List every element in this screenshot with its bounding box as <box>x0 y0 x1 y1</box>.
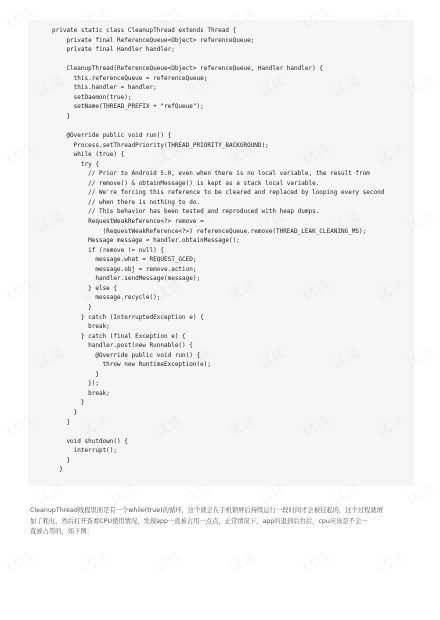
watermark-text <box>225 546 259 577</box>
paragraph-line: 加了耗电，然后打开查看CPU使用情况，发现app一直被占用一点点，正常情况下，app的退到后台后，cpu应该是不会一 <box>30 517 368 525</box>
code-line: Process.setThreadPriority(THREAD_PRIORITY_BACKGROUND); <box>52 141 269 149</box>
code-line: } <box>52 112 71 120</box>
code-line: break; <box>52 389 110 397</box>
code-line: while (true) { <box>52 151 125 159</box>
code-line: handler.post(new Runnable() { <box>52 342 193 350</box>
code-line: message.recycle(); <box>52 294 161 302</box>
code-line: setName(THREAD_PREFIX + "refQueue"); <box>52 103 204 111</box>
code-line: private final ReferenceQueue<Object> referenceQueue; <box>52 36 255 44</box>
code-line: if (remove != null) { <box>52 246 164 254</box>
code-line: this.handler = handler; <box>52 84 157 92</box>
code-line: } <box>52 418 71 426</box>
code-line: void shutdown() { <box>52 437 128 445</box>
code-block <box>28 20 414 486</box>
code-line: this.referenceQueue = referenceQueue; <box>52 74 208 82</box>
code-line: } <box>52 303 92 311</box>
code-line: } <box>52 399 85 407</box>
code-line: setDaemon(true); <box>52 93 132 101</box>
code-line: private static class CleanupThread extends Thread { <box>52 27 237 34</box>
code-line: @Override public void run() { <box>52 132 172 140</box>
watermark-text <box>151 546 185 577</box>
code-line: private final Handler handler; <box>52 46 175 54</box>
watermark-text <box>77 546 111 577</box>
code-line: Message message = handler.obtainMessage(); <box>52 237 240 245</box>
paragraph-line: 直被占用的，如下图： <box>30 528 93 535</box>
code-line: // when there is nothing to do. <box>52 198 201 206</box>
code-line: RequestWeakReference<?> remove = <box>52 218 204 225</box>
code-line: // Prior to Android 5.0, even when there is no local variable, the result from <box>52 170 370 178</box>
code-line: handler.sendMessage(message); <box>52 275 201 283</box>
code-line: }); <box>52 380 99 388</box>
code-line: } <box>52 370 99 378</box>
code-line: } else { <box>52 284 118 292</box>
code-line: message.obj = remove.action; <box>52 265 197 273</box>
code-line: try { <box>52 160 99 168</box>
code-line: } catch (InterruptedException e) { <box>52 313 204 321</box>
code-line: throw new RuntimeException(e); <box>52 361 211 369</box>
code-line: } catch (final Exception e) { <box>52 332 186 340</box>
code-line: break; <box>52 323 110 331</box>
code-line: (RequestWeakReference<?>) referenceQueue.remove(THREAD_LEAK_CLEANING_MS); <box>52 227 367 235</box>
code-line: CleanupThread(ReferenceQueue<Object> referenceQueue, Handler handler) { <box>52 65 323 73</box>
code-line: interrupt(); <box>52 447 118 455</box>
code-line: } <box>52 466 63 474</box>
watermark-text <box>299 546 333 577</box>
paragraph-line: CleanupThread线程里面是有一个while(true)的循环，这个就会在手机锁屏后持续运行一段时间才会被挂起的，这个过程就增 <box>30 507 383 514</box>
code-line: // We're forcing this reference to be cleared and replaced by looping every second <box>52 189 385 197</box>
code-line: } <box>52 409 78 416</box>
code-line: @Override public void run() { <box>52 351 201 359</box>
code-line: message.what = REQUEST_GCED; <box>52 256 197 264</box>
watermark-text <box>373 546 407 577</box>
code-line: // This behavior has been tested and reproduced with heap dumps. <box>52 208 320 216</box>
code-line: // remove() & obtainMessage() is kept as a stack local variable. <box>52 179 320 187</box>
watermark-text <box>3 546 37 577</box>
code-line: } <box>52 456 71 464</box>
